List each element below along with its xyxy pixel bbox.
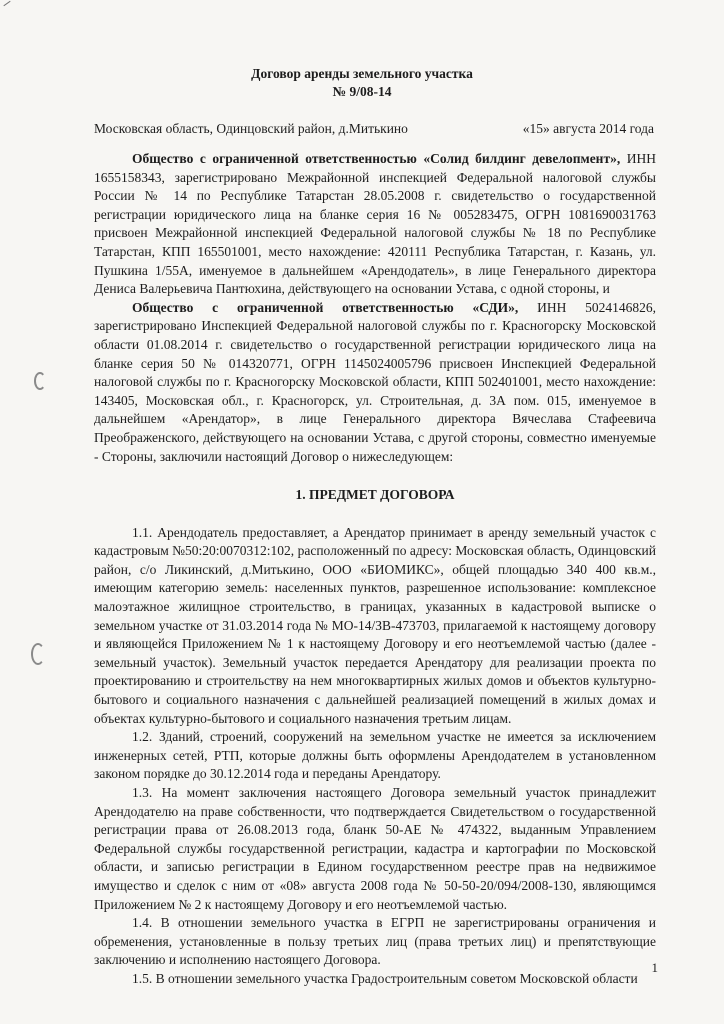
lessee-name: Общество с ограниченной ответственностью «СДИ», bbox=[132, 299, 519, 315]
pen-mark bbox=[3, 1, 10, 6]
document-title: Договор аренды земельного участка bbox=[251, 66, 473, 81]
clause-1-3: 1.3. На момент заключения настоящего Договора земельный участок принадлежит Арендодателю на праве собственности, что подтверждается Свидетельством о государственной регистрации права от 26.08.2013 года, бланк 50-АЕ № 474322, выданным Управлением Федеральной службы государственной регистрации, кадастра и картографии по Московской области, и записью регистрации в Едином государственном реестре прав на недвижимое имущество и сделок с ним от «08» августа 2008 года № 50-50-20/094/2008-130, являющимся Приложением № 2 к настоящему Договору и его неотъемлемой частью. bbox=[94, 785, 656, 912]
section-heading: 1. ПРЕДМЕТ ДОГОВОРА bbox=[295, 487, 455, 503]
document-body bbox=[94, 150, 656, 989]
lessor-details: ИНН 1655158343, зарегистрировано Межрайонной инспекцией Федеральной налоговой службы России № 14 по Республике Татарстан 28.05.2008 г. свидетельство о государственной регистрации юридического лица на бланке серия 16 № 005283475, ОГРН 1081690031763 присвоен Межрайонной инспекцией Федеральной налоговой службы № 18 по Республике Татарстан, КПП 165501001, место нахождение: 420111 Республика Татарстан, г. Казань, ул. Пушкина 1/55А, именуемое в дальнейшем «Арендодатель», в лице Генерального директора Дениса Валерьевича Пантюхина, действующего на основании Устава, с одной стороны, и bbox=[94, 151, 656, 297]
clause-1-5: 1.5. В отношении земельного участка Градостроительным советом Московской области bbox=[132, 970, 638, 986]
clause-1-2: 1.2. Зданий, строений, сооружений на земельном участке не имеется за исключением инженерных сетей, РТП, которые должны быть оформлены Арендодателем в установленном законом порядке до 30.12.2014 года и переданы Арендатору. bbox=[94, 729, 656, 782]
contract-date: «15» августа 2014 года bbox=[522, 121, 654, 136]
party-lessee-paragraph bbox=[94, 299, 656, 466]
binder-hole-mark bbox=[34, 372, 46, 390]
contract-place: Московская область, Одинцовский район, д.Митькино bbox=[94, 121, 408, 136]
binder-hole-mark bbox=[31, 643, 45, 665]
clause-1-1: 1.1. Арендодатель предоставляет, а Арендатор принимает в аренду земельный участок с кадастровым №50:20:0070312:102, расположенный по адресу: Московская область, Одинцовский район, с/о Ликинский, д.Митькино, ООО «БИОМИКС», общей площадью 340 400 кв.м., имеющим категорию земель: населенных пунктов, разрешенное использование: комплексное малоэтажное жилищное строительство, в границах, указанных в кадастровой выписке о земельном участке от 31.03.2014 года № МО-14/ЗВ-473703, прилагаемой к настоящему договору и являющейся Приложением № 1 к настоящему Договору и его неотъемлемой частью (далее - земельный участок). Земельный участок передается Арендатору для реализации проекта по проектированию и строительству на нем многоквартирных жилых домов и объектов культурно-бытового и социального назначения с дальнейшей реализацией помещений в жилых домах и объектах культурно-бытового и социального назначения третьим лицам. bbox=[94, 524, 656, 726]
party-lessor-paragraph bbox=[94, 150, 656, 299]
clause-1-4: 1.4. В отношении земельного участка в ЕГРП не зарегистрированы ограничения и обременения, установленные в пользу третьих лиц (права третьих лиц) и препятствующие заключению и исполнению настоящего Договора. bbox=[94, 915, 656, 968]
page-number: 1 bbox=[651, 960, 658, 975]
lessor-name: Общество с ограниченной ответственностью «Солид билдинг девелопмент», bbox=[132, 151, 621, 166]
lessee-details: ИНН 5024146826, зарегистрировано Инспекцией Федеральной налоговой службы по г. Красногорску Московской области 01.08.2014 г. свидетельство о государственной регистрации юридического лица на бланке серия 50 № 014320771, ОГРН 1145024005796 присвоен Инспекцией Федеральной налоговой службы по г. Красногорску Московской области, КПП 502401001, место нахождение: 143405, Московская обл., г. Красногорск, ул. Строительная, д. 3А пом. 015, именуемое в дальнейшем «Арендатор», в лице Генерального директора Вячеслава Стафеевича Преображенского, действующего на основании Устава, с другой стороны, совместно именуемые - Стороны, заключили настоящий Договор о нижеследующем: bbox=[94, 299, 656, 464]
document-number: № 9/08-14 bbox=[332, 84, 392, 99]
